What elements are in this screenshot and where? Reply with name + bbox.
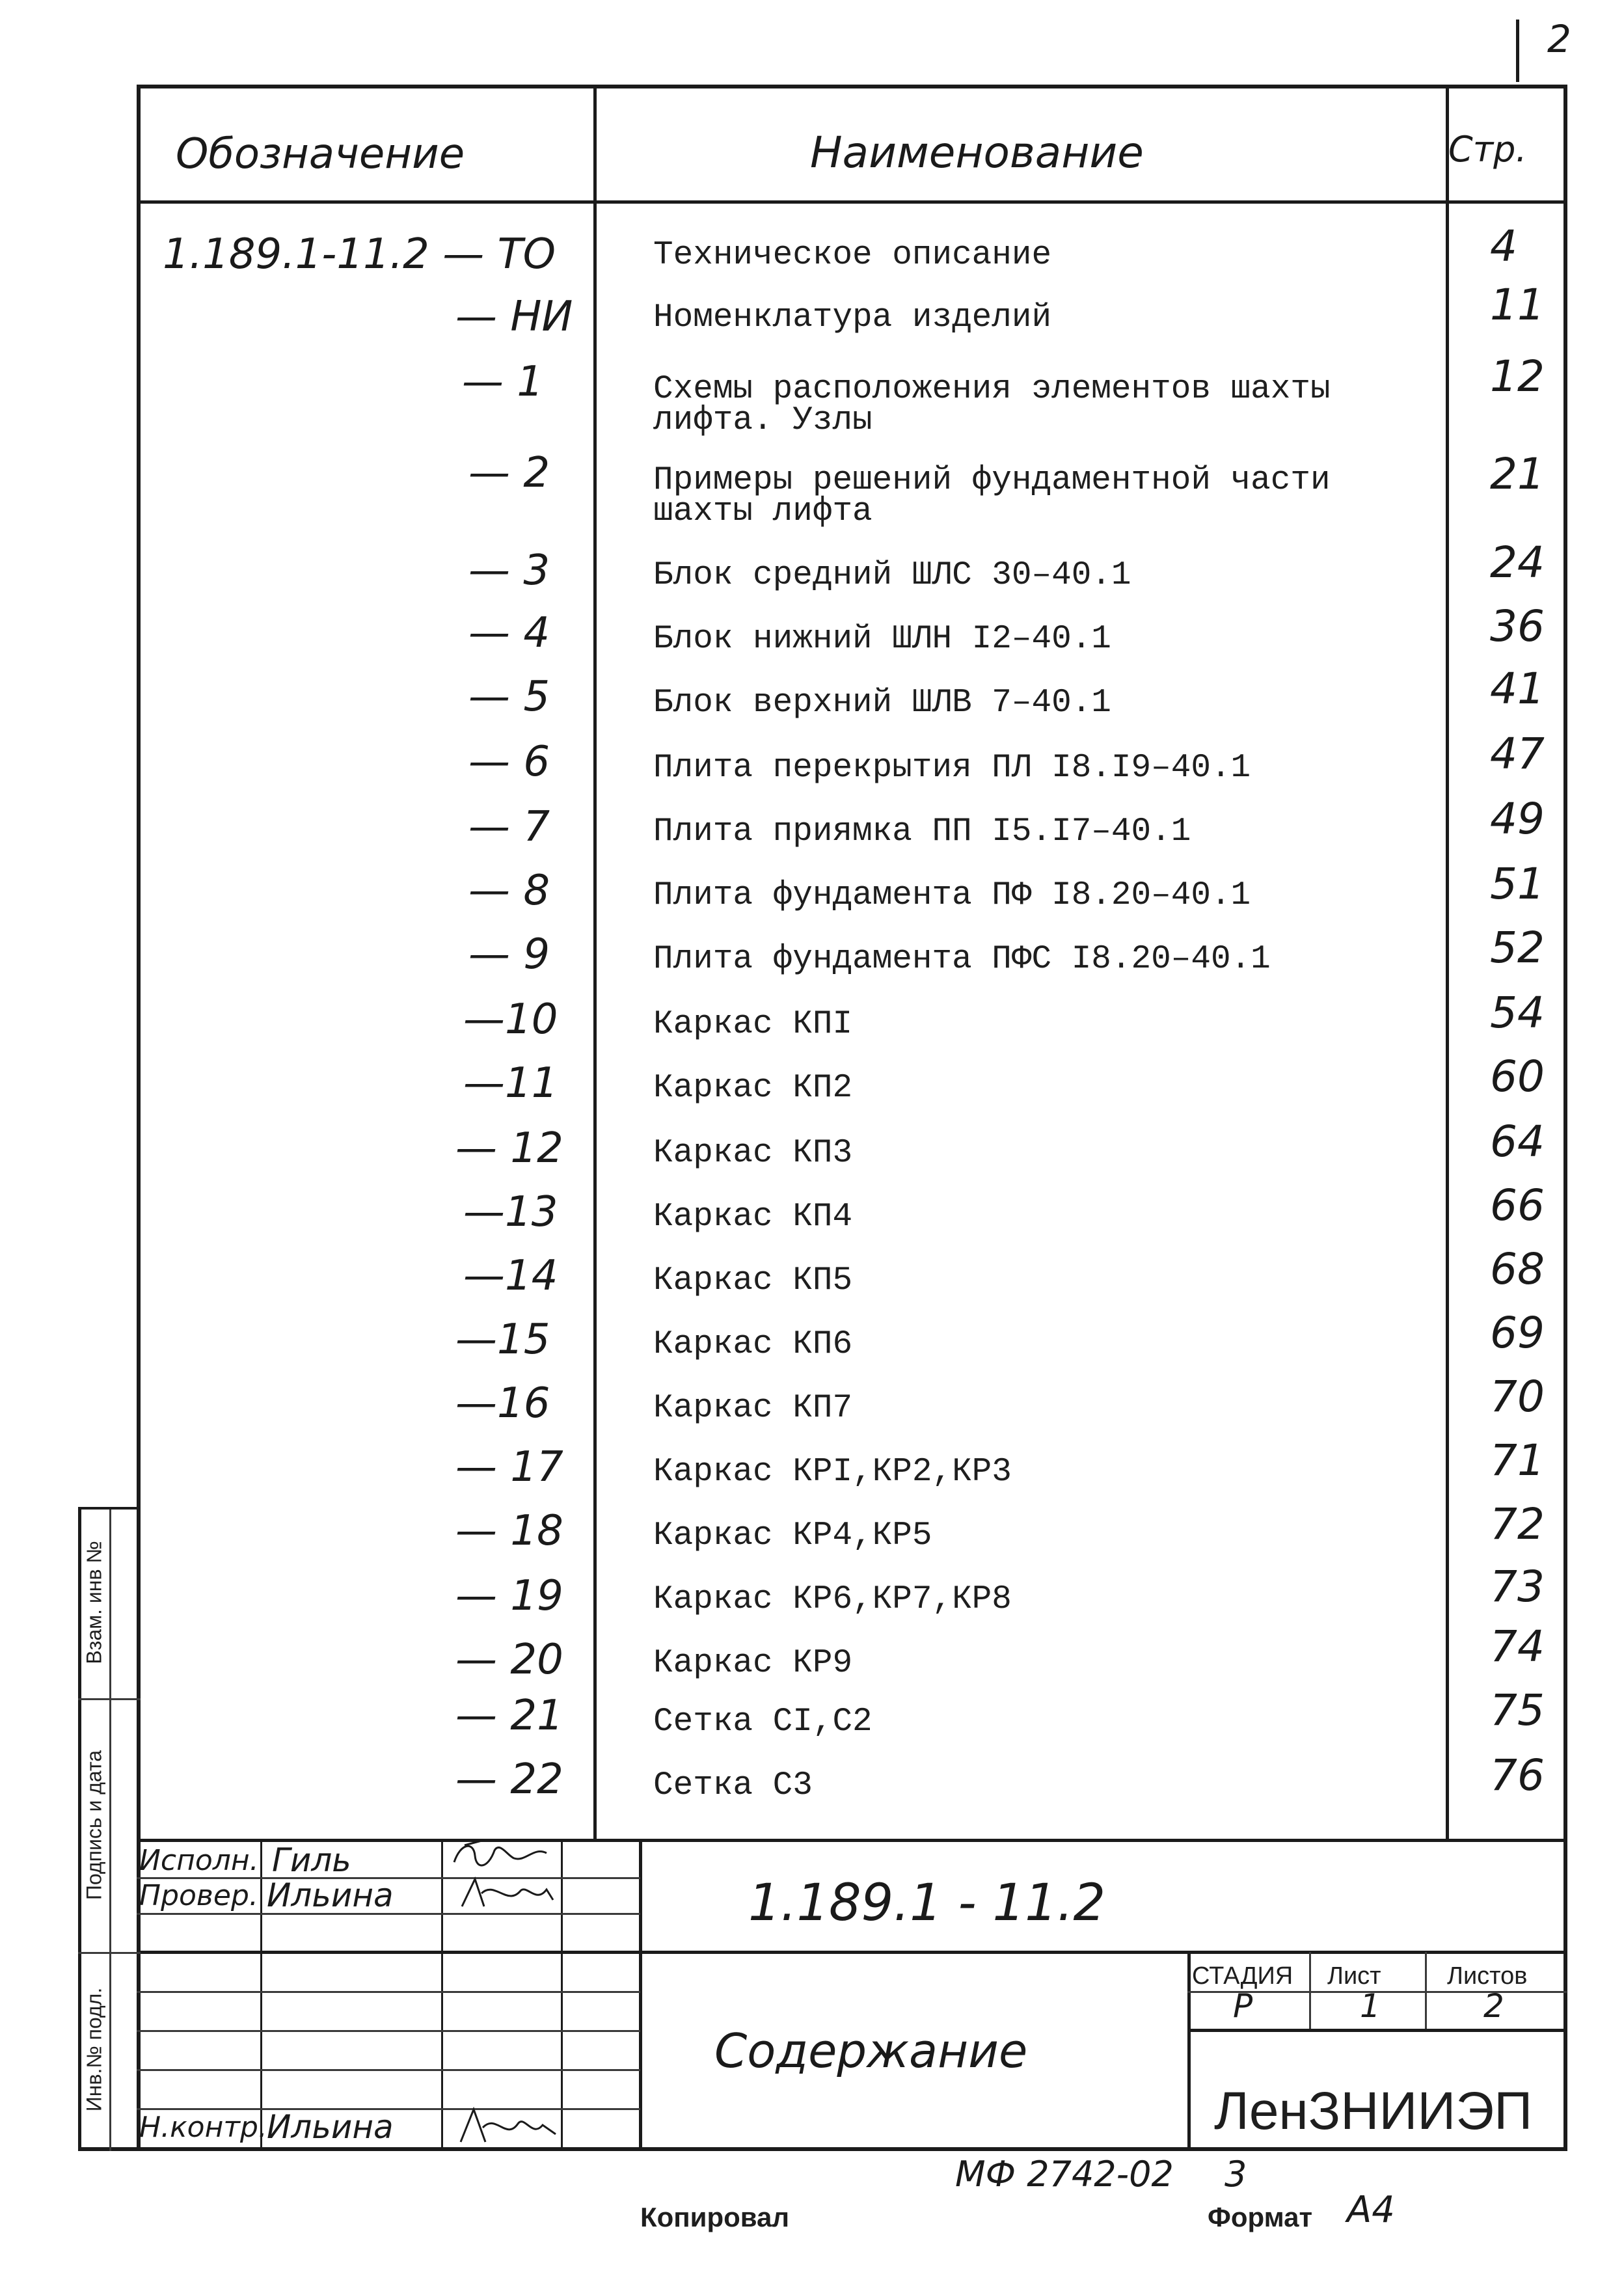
row-page: 70	[1490, 1372, 1545, 1422]
stamp-role-normcontrol: Н.контр.	[139, 2111, 267, 2144]
col-divider-1	[593, 85, 597, 1841]
row-name: Каркас КР9	[653, 1645, 853, 1682]
row-page: 41	[1490, 664, 1545, 714]
row-designation: —13	[463, 1188, 558, 1236]
row-page: 74	[1490, 1621, 1545, 1672]
row-designation: — 20	[455, 1636, 563, 1684]
stamp-role-executor: Исполн.	[139, 1844, 259, 1877]
stamp-col-1	[260, 1839, 262, 2150]
row-name: Плита перекрытия ПЛ I8.I9–40.1	[653, 750, 1251, 787]
header-designation: Обозначение	[176, 130, 465, 178]
stamp-row-3	[137, 1951, 1567, 1954]
stamp-title: Содержание	[714, 2024, 1028, 2078]
margin-vzam-inv: Взам. инв №	[82, 1541, 106, 1664]
row-designation: — 2	[468, 449, 550, 497]
stamp-sheets-label: Листов	[1447, 1962, 1528, 1990]
row-name: Каркас КП7	[653, 1390, 853, 1427]
row-page: 71	[1490, 1435, 1545, 1485]
row-page: 51	[1490, 859, 1545, 909]
row-designation: — 1	[462, 358, 544, 406]
stamp-stage-value: Р	[1233, 1987, 1253, 2025]
row-page: 52	[1490, 923, 1545, 973]
row-designation: — 22	[455, 1755, 563, 1804]
row-designation: —10	[463, 996, 558, 1044]
frame-top	[137, 85, 1567, 88]
row-name-cont: лифта. Узлы	[653, 402, 873, 439]
row-name: Примеры решений фундаментной части	[653, 462, 1331, 499]
stamp-stage-col	[1187, 1952, 1191, 2150]
stamp-role-checker: Провер.	[139, 1879, 258, 1912]
footer-format-label: Формат	[1208, 2202, 1313, 2232]
row-designation: — НИ	[455, 293, 573, 341]
row-designation: —15	[455, 1316, 550, 1364]
row-name: Схемы расположения элементов шахты	[653, 371, 1331, 408]
row-designation: 1.189.1-11.2 — ТО	[163, 230, 556, 278]
frame-bottom	[78, 2147, 1567, 2151]
row-page: 49	[1490, 794, 1545, 844]
row-designation: — 6	[468, 738, 550, 786]
row-page: 11	[1490, 280, 1545, 330]
row-name: Техническое описание	[653, 237, 1052, 274]
footer-mf-num: 3	[1225, 2154, 1247, 2195]
row-page: 64	[1490, 1117, 1545, 1167]
row-name: Блок нижний ШЛН I2–40.1	[653, 621, 1111, 658]
row-name: Номенклатура изделий	[653, 299, 1052, 336]
stamp-stage-label: СТАДИЯ	[1192, 1962, 1293, 1990]
row-name-cont: шахты лифта	[653, 493, 873, 530]
header-page: Стр.	[1448, 129, 1527, 170]
margin-inv-orig: Инв.№ подл.	[82, 1987, 106, 2112]
row-designation: — 17	[455, 1443, 563, 1491]
row-page: 73	[1490, 1562, 1545, 1612]
margin-divider-1	[78, 1698, 141, 1700]
row-page: 21	[1490, 449, 1545, 499]
row-designation: — 5	[468, 673, 550, 721]
row-page: 54	[1490, 988, 1545, 1038]
row-name: Каркас КП2	[653, 1070, 853, 1107]
row-page: 24	[1490, 537, 1545, 588]
stamp-person-normcontrol: Ильина	[267, 2108, 394, 2146]
row-page: 4	[1490, 221, 1517, 271]
row-page: 69	[1490, 1308, 1545, 1358]
footer-mf-code: МФ 2742-02	[955, 2154, 1174, 2195]
margin-split	[109, 1507, 111, 2151]
row-page: 75	[1490, 1685, 1545, 1735]
stamp-row-6	[137, 2069, 640, 2071]
row-name: Плита приямка ПП I5.I7–40.1	[653, 813, 1191, 850]
row-page: 72	[1490, 1499, 1545, 1549]
signature-normcontrol	[455, 2106, 566, 2147]
row-page: 12	[1490, 351, 1545, 401]
row-name: Каркас КП6	[653, 1326, 853, 1363]
row-page: 76	[1490, 1750, 1545, 1800]
header-rule	[137, 200, 1567, 204]
signature-checker	[455, 1874, 566, 1913]
row-name: Каркас КРI,КР2,КР3	[653, 1454, 1012, 1491]
stamp-sheets-value: 2	[1483, 1987, 1504, 2025]
row-page: 36	[1490, 601, 1545, 651]
row-name: Сетка СI,С2	[653, 1703, 873, 1740]
header-name: Наименование	[810, 128, 1144, 178]
stamp-organization: ЛенЗНИИЭП	[1214, 2081, 1533, 2141]
stamp-col-4	[639, 1839, 642, 2150]
page-number: 2	[1547, 17, 1571, 61]
row-page: 66	[1490, 1180, 1545, 1230]
stamp-doc-code: 1.189.1 - 11.2	[748, 1874, 1106, 1932]
row-designation: —14	[463, 1252, 558, 1300]
row-name: Каркас КП5	[653, 1262, 853, 1299]
row-name: Каркас КП3	[653, 1135, 853, 1172]
stamp-row-5	[137, 2030, 640, 2032]
row-name: Плита фундамента ПФ I8.20–40.1	[653, 877, 1251, 914]
row-name: Плита фундамента ПФС I8.20–40.1	[653, 941, 1271, 978]
row-page: 68	[1490, 1244, 1545, 1294]
row-page: 47	[1490, 729, 1545, 779]
stamp-row-4	[137, 1991, 640, 1993]
row-designation: — 8	[468, 867, 550, 915]
row-name: Каркас КП4	[653, 1199, 853, 1236]
row-designation: — 12	[455, 1124, 563, 1172]
row-designation: — 21	[455, 1692, 563, 1740]
margin-divider-2	[78, 1952, 141, 1954]
row-designation: — 3	[468, 547, 550, 595]
margin-top	[78, 1507, 141, 1510]
stamp-col-2	[441, 1839, 443, 2150]
stamp-person-checker: Ильина	[267, 1876, 394, 1914]
signature-executor	[449, 1836, 560, 1876]
row-name: Блок средний ШЛС 30–40.1	[653, 557, 1131, 594]
row-name: Блок верхний ШЛВ 7–40.1	[653, 684, 1111, 722]
row-designation: — 7	[468, 803, 550, 851]
footer-format-value: А4	[1347, 2189, 1395, 2231]
row-designation: — 19	[455, 1572, 563, 1620]
stamp-sheet-label: Лист	[1327, 1962, 1381, 1990]
page-number-rule	[1516, 20, 1519, 82]
row-designation: — 18	[455, 1507, 563, 1555]
stamp-stage-row-b	[1187, 2029, 1567, 2032]
row-page: 60	[1490, 1051, 1545, 1102]
margin-sign-date: Подпись и дата	[82, 1750, 106, 1901]
col-divider-2	[1446, 85, 1449, 1841]
margin-outer	[78, 1507, 81, 2151]
row-name: Сетка С3	[653, 1767, 813, 1804]
row-name: Каркас КПI	[653, 1006, 853, 1043]
row-designation: —16	[455, 1379, 550, 1428]
row-name: Каркас КР4,КР5	[653, 1517, 932, 1554]
stamp-sheet-value: 1	[1360, 1987, 1381, 2025]
row-designation: — 4	[468, 609, 550, 657]
stamp-person-executor: Гиль	[272, 1841, 351, 1879]
row-designation: — 9	[468, 930, 550, 979]
row-name: Каркас КР6,КР7,КР8	[653, 1581, 1012, 1618]
row-designation: —11	[463, 1059, 558, 1107]
footer-copied: Копировал	[640, 2202, 790, 2232]
